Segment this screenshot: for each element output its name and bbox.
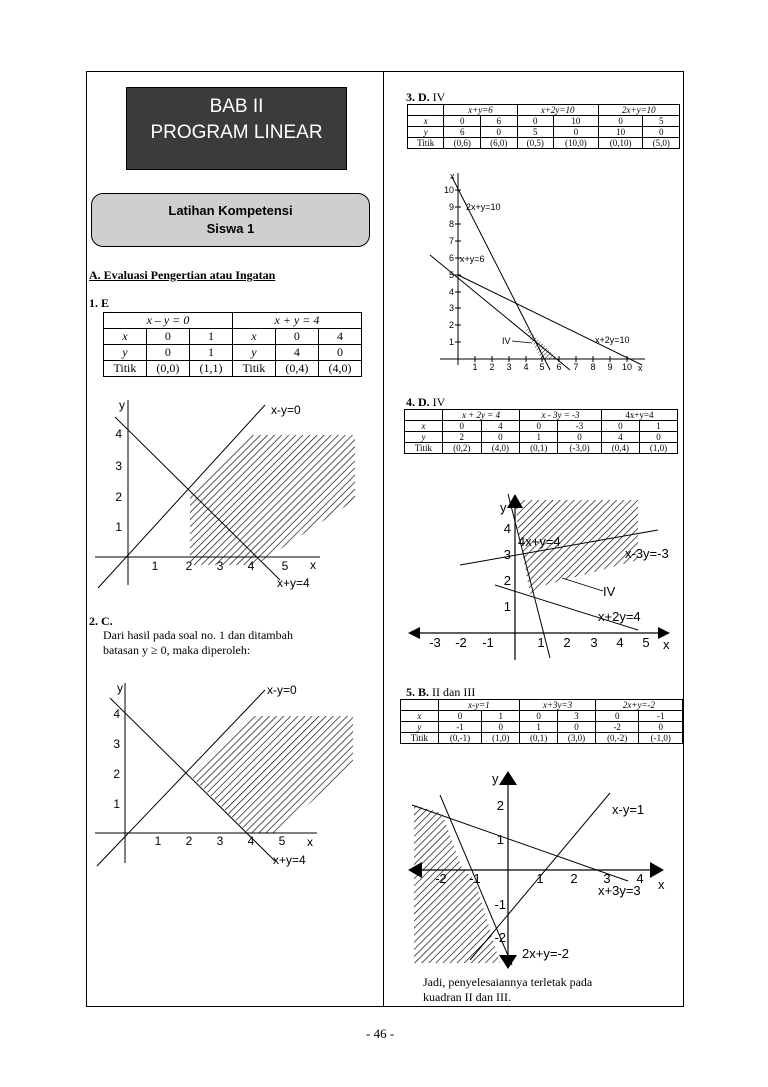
q4-header-1: x + 2y = 4 — [442, 410, 519, 421]
q5-xtick: 2 — [570, 871, 578, 886]
q3-ytick: 8 — [448, 219, 454, 229]
q4-label — [406, 395, 445, 410]
q3-answer: D. — [418, 90, 430, 104]
q4-xtick: -3 — [429, 635, 441, 650]
q4-cell: 1 — [639, 421, 677, 432]
q5-y-arrow-up — [499, 771, 517, 785]
q1-y-label: y — [119, 398, 125, 412]
q5-cell: 0 — [438, 711, 482, 722]
q3-cell: 6 — [480, 116, 517, 127]
q5-cell: 0 — [520, 711, 558, 722]
q2-text-line1: Dari hasil pada soal no. 1 dan ditambah — [103, 628, 293, 642]
q5-cell: (-1,0) — [639, 733, 683, 744]
q2-ytick: 3 — [113, 737, 120, 751]
q5-xtick: -2 — [435, 871, 447, 886]
q3-ytick: 6 — [448, 253, 454, 263]
q1-label-line2: x+y=4 — [277, 576, 310, 590]
q3-ytick: 3 — [448, 303, 454, 313]
q3-number: 3. — [406, 90, 415, 104]
q5-cell: (0,-2) — [595, 733, 639, 744]
q4-cell: 4 — [601, 432, 639, 443]
q5-xtick: 4 — [636, 871, 644, 886]
q2-label-line1: x-y=0 — [267, 683, 297, 697]
q3-xtick: 6 — [556, 362, 562, 372]
q3-cell: (5,0) — [643, 138, 680, 149]
q3-ytick: 9 — [448, 202, 454, 212]
q4-xtick: 1 — [537, 635, 545, 650]
q5-cell: x — [401, 711, 439, 722]
chapter-number: BAB II — [209, 96, 264, 117]
q1-header-1: x – y = 0 — [104, 313, 233, 329]
q4-region-pointer — [562, 578, 603, 591]
q3-answer-region: IV — [432, 90, 446, 104]
q1-label-line1: x-y=0 — [271, 403, 301, 417]
latihan-title: Latihan Kompetensi — [168, 203, 293, 218]
q5-cell: 1 — [482, 711, 520, 722]
q3-xticks — [472, 362, 632, 372]
q1-cell: x — [104, 329, 147, 345]
q1-xtick: 1 — [151, 559, 159, 573]
q5-ytick: 1 — [496, 832, 504, 847]
q3-xtick: 3 — [506, 362, 512, 372]
q5-number: 5. — [406, 685, 415, 699]
q3-label-x-plus-y: x+y=6 — [460, 254, 485, 264]
q1-graph — [95, 395, 365, 595]
q4-cell: Titik — [405, 443, 443, 454]
q1-xtick: 5 — [281, 559, 289, 573]
q5-answer: B. — [418, 685, 430, 699]
q4-cell: x — [405, 421, 443, 432]
q3-x-label: x — [638, 363, 643, 373]
q2-xtick: 3 — [216, 834, 224, 848]
q4-ytick: 4 — [503, 521, 511, 536]
q1-table — [103, 312, 362, 377]
q4-x-label: x — [663, 637, 670, 652]
q3-graph — [420, 165, 660, 380]
q4-region-label: IV — [603, 584, 616, 599]
q3-ytick: 1 — [448, 337, 454, 347]
q3-header-1: x+y=6 — [444, 105, 517, 116]
q3-xtick: 9 — [607, 362, 613, 372]
q1-ytick: 2 — [115, 490, 122, 504]
q4-cell: 0 — [520, 421, 558, 432]
q2-xtick: 1 — [154, 834, 162, 848]
q1-x-label: x — [310, 558, 316, 572]
q2-answer: C. — [101, 614, 113, 628]
page-number: - 46 - — [366, 1026, 395, 1041]
column-divider — [383, 71, 384, 1006]
q3-label — [406, 90, 445, 105]
q4-ytick: 2 — [503, 573, 511, 588]
q3-xtick: 4 — [523, 362, 529, 372]
q3-ytick: 7 — [448, 236, 454, 246]
q1-cell: y — [104, 345, 147, 361]
q4-cell: 0 — [639, 432, 677, 443]
q5-label-x-minus-y: x-y=1 — [612, 802, 645, 817]
q4-cell: 1 — [520, 432, 558, 443]
q4-cell: y — [405, 432, 443, 443]
q5-answer-region: II dan III — [432, 685, 476, 699]
q5-cell: -1 — [438, 722, 482, 733]
q5-cell: (0,-1) — [438, 733, 482, 744]
q4-xtick: -1 — [482, 635, 494, 650]
q1-cell: 0 — [146, 345, 189, 361]
q3-cell: 0 — [643, 127, 680, 138]
q5-x-arrow-right — [650, 862, 664, 878]
q4-cell: 0 — [601, 421, 639, 432]
q1-answer: E — [101, 296, 110, 310]
q2-graph — [95, 678, 365, 873]
q5-y-label: y — [492, 771, 499, 786]
q3-cell: 6 — [444, 127, 481, 138]
q3-cell: (0,6) — [444, 138, 481, 149]
q1-xtick: 4 — [247, 559, 255, 573]
q3-cell: 0 — [480, 127, 517, 138]
q1-cell: 0 — [275, 329, 318, 345]
q1-yticks — [115, 427, 122, 534]
q5-x-label: x — [658, 877, 665, 892]
q4-ytick: 1 — [503, 599, 511, 614]
q5-xtick: 3 — [603, 871, 611, 886]
q5-cell: Titik — [401, 733, 439, 744]
q5-header-3: 2x+y=-2 — [595, 700, 682, 711]
q3-corner — [408, 105, 444, 116]
q2-ytick: 2 — [113, 767, 120, 781]
q5-header-2: x+3y=3 — [520, 700, 596, 711]
q4-cell: (1,0) — [639, 443, 677, 454]
q3-cell: (10,0) — [554, 138, 599, 149]
q1-number: 1. — [89, 296, 98, 310]
q3-cell: 0 — [554, 127, 599, 138]
q3-cell: (0,10) — [598, 138, 643, 149]
q5-cell: 0 — [639, 722, 683, 733]
q3-yticks — [444, 185, 454, 347]
q5-cell: (0,1) — [520, 733, 558, 744]
q4-xtick: 2 — [563, 635, 571, 650]
q5-cell: 0 — [558, 722, 596, 733]
q4-cell: (0,1) — [520, 443, 558, 454]
q2-text-line2: batasan y ≥ 0, maka diperoleh: — [103, 643, 251, 657]
q5-conclusion-line2: kuadran II dan III. — [423, 990, 511, 1004]
q4-xticks — [429, 635, 649, 650]
q4-y-label: y — [500, 500, 507, 515]
q1-cell: (4,0) — [318, 361, 361, 377]
q3-line-x-plus-2y — [458, 275, 642, 365]
q3-ytick: 2 — [448, 320, 454, 330]
q3-cell: 5 — [643, 116, 680, 127]
q3-table — [407, 104, 680, 149]
latihan-subtitle: Siswa 1 — [206, 221, 255, 236]
q4-header-3: 4x+y=4 — [601, 410, 677, 421]
q5-yticks — [494, 798, 506, 945]
q3-header-2: x+2y=10 — [517, 105, 598, 116]
section-a-heading: A. Evaluasi Pengertian atau Ingatan — [89, 268, 276, 282]
q1-cell: Titik — [104, 361, 147, 377]
q5-cell: (1,0) — [482, 733, 520, 744]
q5-cell: y — [401, 722, 439, 733]
q1-ytick: 4 — [115, 427, 122, 441]
q5-label — [406, 685, 475, 700]
q4-cell: 4 — [481, 421, 520, 432]
q4-ytick: 3 — [503, 547, 511, 562]
q5-label-x-plus-3y: x+3y=3 — [598, 883, 641, 898]
q5-corner — [401, 700, 439, 711]
q1-cell: x — [232, 329, 275, 345]
q3-label-2x-plus-y: 2x+y=10 — [466, 202, 501, 212]
q4-answer: D. — [418, 395, 430, 409]
q1-ytick: 1 — [115, 520, 122, 534]
q3-ytick: 5 — [448, 270, 454, 280]
q1-cell: 0 — [146, 329, 189, 345]
q3-header-3: 2x+y=10 — [598, 105, 679, 116]
q3-cell: 0 — [444, 116, 481, 127]
q4-cell: (4,0) — [481, 443, 520, 454]
q4-label-x-plus-2y: x+2y=4 — [598, 609, 641, 624]
q1-cell: (1,1) — [189, 361, 232, 377]
q4-cell: 0 — [442, 421, 481, 432]
q5-ytick: 2 — [496, 798, 504, 813]
q5-cell: (3,0) — [558, 733, 596, 744]
q3-label-x-plus-2y: x+2y=10 — [595, 335, 630, 345]
q1-shaded-region — [190, 435, 355, 565]
latihan-box — [91, 193, 370, 247]
q4-graph — [400, 490, 680, 665]
q1-cell: 1 — [189, 329, 232, 345]
q2-number: 2. — [89, 614, 98, 628]
q2-label-line2: x+y=4 — [273, 853, 306, 867]
q4-label-x-minus-3y: x-3y=-3 — [625, 546, 669, 561]
q3-xtick: 7 — [573, 362, 579, 372]
q4-cell: 2 — [442, 432, 481, 443]
q2-ytick: 1 — [113, 797, 120, 811]
q1-cell: 4 — [275, 345, 318, 361]
q4-label-4x-plus-y: 4x+y=4 — [518, 534, 561, 549]
q5-ytick: -2 — [494, 930, 506, 945]
chapter-title: PROGRAM LINEAR — [150, 122, 323, 143]
q4-cell: 0 — [481, 432, 520, 443]
q4-xtick: -2 — [455, 635, 467, 650]
q5-conclusion-line1: Jadi, penyelesaiannya terletak pada — [423, 975, 593, 989]
q5-cell: 0 — [595, 711, 639, 722]
q3-y-label: x — [450, 171, 455, 181]
q5-xtick: -1 — [469, 871, 481, 886]
q4-answer-region: IV — [432, 395, 446, 409]
q4-corner — [405, 410, 443, 421]
chapter-title-box — [126, 87, 347, 170]
q2-y-label: y — [117, 681, 123, 695]
q2-yticks — [113, 707, 120, 811]
q3-region-pointer — [512, 341, 532, 343]
q3-xtick: 8 — [590, 362, 596, 372]
q2-x-label: x — [307, 835, 313, 849]
q4-xtick: 5 — [642, 635, 650, 650]
q4-cell: 0 — [558, 432, 602, 443]
q5-cell: -1 — [639, 711, 683, 722]
q3-cell: 10 — [598, 127, 643, 138]
q3-xtick: 5 — [539, 362, 545, 372]
q4-table — [404, 409, 678, 454]
q1-cell: Titik — [232, 361, 275, 377]
q5-xtick: 1 — [536, 871, 544, 886]
q5-cell: 3 — [558, 711, 596, 722]
q5-header-1: x-y=1 — [438, 700, 519, 711]
q4-cell: -3 — [558, 421, 602, 432]
q1-label — [89, 296, 109, 311]
q5-table — [400, 699, 683, 744]
q3-cell: 0 — [598, 116, 643, 127]
q4-xtick: 3 — [590, 635, 598, 650]
q5-cell: -2 — [595, 722, 639, 733]
q3-cell: (6,0) — [480, 138, 517, 149]
q1-cell: y — [232, 345, 275, 361]
q5-cell: 0 — [482, 722, 520, 733]
q4-yticks — [504, 521, 511, 614]
q5-label-2x-plus-y: 2x+y=-2 — [522, 946, 569, 961]
q4-cell: (0,2) — [442, 443, 481, 454]
q1-xticks — [152, 559, 289, 573]
q3-cell: 5 — [517, 127, 554, 138]
q3-ytick: 10 — [443, 185, 454, 195]
q3-cell: 10 — [554, 116, 599, 127]
q1-cell: (0,4) — [275, 361, 318, 377]
q4-cell: (-3,0) — [558, 443, 602, 454]
q5-cell: 1 — [520, 722, 558, 733]
q2-xtick: 4 — [247, 834, 255, 848]
q1-cell: 4 — [318, 329, 361, 345]
q2-text — [103, 628, 293, 658]
q3-cell: (0,5) — [517, 138, 554, 149]
q3-xtick: 2 — [489, 362, 495, 372]
q1-ytick: 3 — [115, 459, 122, 473]
q5-y-arrow-down — [499, 955, 517, 969]
q5-conclusion — [423, 975, 592, 1005]
q3-cell: x — [408, 116, 444, 127]
q1-cell: (0,0) — [146, 361, 189, 377]
q2-ytick: 4 — [113, 707, 120, 721]
q5-ytick: -1 — [494, 897, 506, 912]
q4-header-2: x - 3y = -3 — [520, 410, 602, 421]
q1-cell: 0 — [318, 345, 361, 361]
q5-graph — [400, 765, 680, 975]
q2-shaded-region — [190, 716, 353, 833]
q4-cell: (0,4) — [601, 443, 639, 454]
q3-cell: Titik — [408, 138, 444, 149]
q3-xtick: 1 — [472, 362, 478, 372]
q3-cell: 0 — [517, 116, 554, 127]
q3-ytick: 4 — [448, 287, 454, 297]
q3-xtick: 10 — [621, 362, 633, 372]
q4-number: 4. — [406, 395, 415, 409]
q3-cell: y — [408, 127, 444, 138]
q1-cell: 1 — [189, 345, 232, 361]
q4-xtick: 4 — [616, 635, 624, 650]
q1-xtick: 3 — [216, 559, 224, 573]
q2-xticks — [155, 834, 286, 848]
q1-header-2: x + y = 4 — [232, 313, 361, 329]
q2-label — [89, 614, 113, 629]
q3-region-label: IV — [502, 336, 511, 346]
q2-xtick: 5 — [278, 834, 286, 848]
q2-xtick: 2 — [185, 834, 193, 848]
q4-x-arrow-left — [408, 627, 420, 639]
q1-xtick: 2 — [185, 559, 193, 573]
